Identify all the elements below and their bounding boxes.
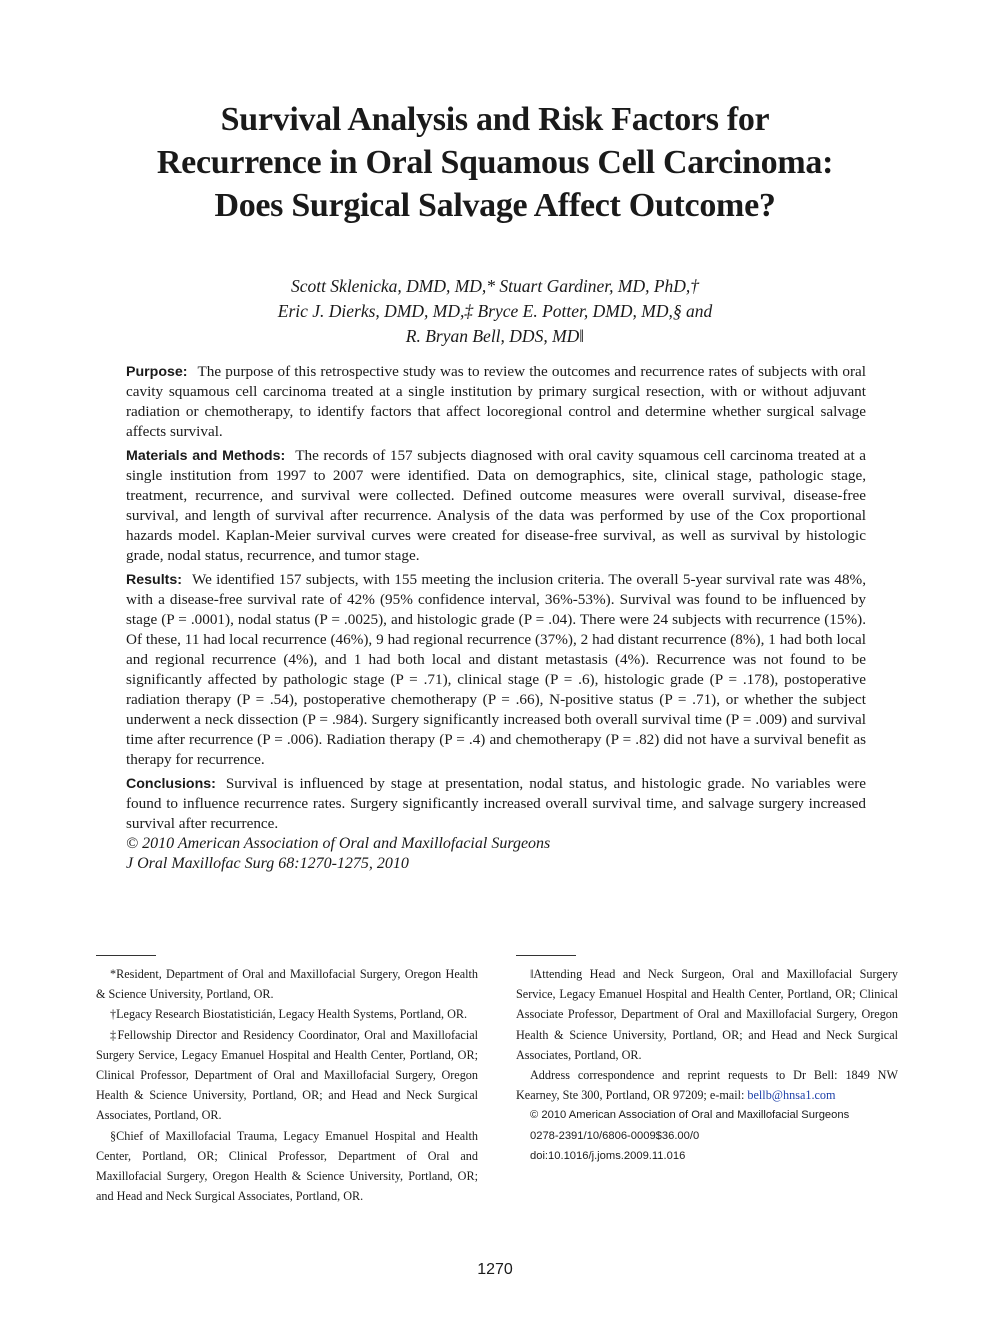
section-label: Results:: [126, 572, 182, 588]
footnotes-left-column: [96, 964, 478, 1206]
section-text: Survival is influenced by stage at presentation, nodal status, and histologic grade. No variables were found to influence recurrence rates. Surgery significantly increased overall survival time, and salvage surgery increased survival after recurrence.: [126, 775, 866, 832]
copyright-note: © 2010 American Association of Oral and Maxillofacial Surgeons: [530, 1109, 850, 1122]
correspondence-text: Address correspondence and reprint requests to Dr Bell: 1849 NW Kearney, Ste 300, Portland, OR 97209; e-mail:: [516, 1068, 898, 1103]
section-label: Conclusions:: [126, 776, 216, 792]
footnote: ‖Attending Head and Neck Surgeon, Oral and Maxillofacial Surgery Service, Legacy Emanuel Hospital and Health Center, Portland, OR; Clinical Associate Professor, Department of Oral and Maxillofacial Surgery, Oregon Health & Science University, Portland, OR; and Head and Neck Surgical Associates, Portland, OR.: [516, 967, 898, 1062]
footnote-divider: [96, 955, 156, 956]
section-text: We identified 157 subjects, with 155 meeting the inclusion criteria. The overall 5-year survival rate was 48%, with a disease-free survival rate of 42% (95% confidence interval, 36%-53%). Survival was found to be influenced by stage (P = .0001), nodal status (P = .0025), and histologic grade (P = .04). There were 24 subjects with recurrence (15%). Of these, 11 had local recurrence (46%), 9 had regional recurrence (37%), 2 had distant recurrence (8%), 1 had both local and regional recurrence (4%), and 1 had both local and distant metastasis (4%). Recurrence was not found to be significantly affected by pathologic stage (P = .71), clinical stage (P = .6), histologic grade (P = .178), postoperative radiation therapy (P = .54), postoperative chemotherapy (P = .66), N-positive status (P = .71), or whether the subject underwent a neck dissection (P = .984). Surgery significantly increased both overall survival time (P = .009) and survival time after recurrence (P = .006). Radiation therapy (P = .4) and chemotherapy (P = .82) did not have a survival benefit as therapy for recurrence.: [126, 571, 866, 768]
section-text: The records of 157 subjects diagnosed with oral cavity squamous cell carcinoma treated at a single institution from 1997 to 2007 were identified. Data on demographics, site, clinical stage, pathologic stage, treatment, recurrence, and survival were collected. Defined outcome measures were overall survival, disease-free survival, and length of survival after recurrence. Analysis of the data was performed by use of the Cox proportional hazards model. Kaplan-Meier survival curves were created for disease-free survival, as well as survival by histologic grade, nodal status, recurrence, and tumor stage.: [126, 447, 866, 564]
email-link[interactable]: bellb@hnsa1.com: [747, 1088, 836, 1103]
article-title: Survival Analysis and Risk Factors for Recurrence in Oral Squamous Cell Carcinoma: Does Surgical Salvage Affect Outcome?: [156, 101, 834, 224]
journal-citation: J Oral Maxillofac Surg 68:1270-1275, 2010: [126, 855, 409, 872]
correspondence-note: [516, 1065, 898, 1105]
issn-note: 0278-2391/10/6806-0009$36.00/0: [530, 1129, 700, 1142]
author-line: Scott Sklenicka, DMD, MD,* Stuart Gardiner, MD, PhD,†: [290, 276, 700, 296]
doi-note: doi:10.1016/j.joms.2009.11.016: [530, 1149, 686, 1162]
footnote: *Resident, Department of Oral and Maxillofacial Surgery, Oregon Health & Science University, Portland, OR.: [96, 967, 478, 1002]
author-line: R. Bryan Bell, DDS, MD‖: [405, 326, 585, 346]
abstract-results: [126, 570, 866, 770]
footnote: †Legacy Research Biostatisticián, Legacy Health Systems, Portland, OR.: [110, 1007, 468, 1022]
section-text: The purpose of this retrospective study was to review the outcomes and recurrence rates of subjects with oral cavity squamous cell carcinoma treated at a single institution by primary surgical resection, with or without adjuvant radiation or chemotherapy, to identify factors that affect locoregional control and determine whether surgical salvage affects survival.: [126, 363, 866, 440]
abstract-purpose: [126, 362, 866, 442]
section-label: Purpose:: [126, 364, 188, 380]
section-label: Materials and Methods:: [126, 448, 286, 464]
abstract-copyright: © 2010 American Association of Oral and Maxillofacial Surgeons: [126, 835, 551, 852]
abstract-methods: [126, 446, 866, 566]
footnote: §Chief of Maxillofacial Trauma, Legacy Emanuel Hospital and Health Center, Portland, OR; Clinical Professor, Department of Oral and Maxillofacial Surgery, Oregon Health & Science University, Portland, OR; and Head and Neck Surgical Associates, Portland, OR.: [96, 1128, 478, 1204]
abstract: [126, 362, 866, 874]
footnotes-right-column: [516, 964, 898, 1166]
page-number: 1270: [477, 1261, 513, 1278]
footnote: ‡Fellowship Director and Residency Coordinator, Oral and Maxillofacial Surgery Service, Legacy Emanuel Hospital and Health Center, Portland, OR; Clinical Professor, Department of Oral and Maxillofacial Surgery, Oregon Health & Science University, Portland, OR; and Head and Neck Surgical Associates, Portland, OR.: [96, 1027, 478, 1123]
author-line: Eric J. Dierks, DMD, MD,‡ Bryce E. Potter, DMD, MD,§ and: [277, 301, 713, 321]
footnote-divider: [516, 955, 576, 956]
abstract-conclusions: [126, 774, 866, 834]
author-list: [190, 274, 800, 349]
